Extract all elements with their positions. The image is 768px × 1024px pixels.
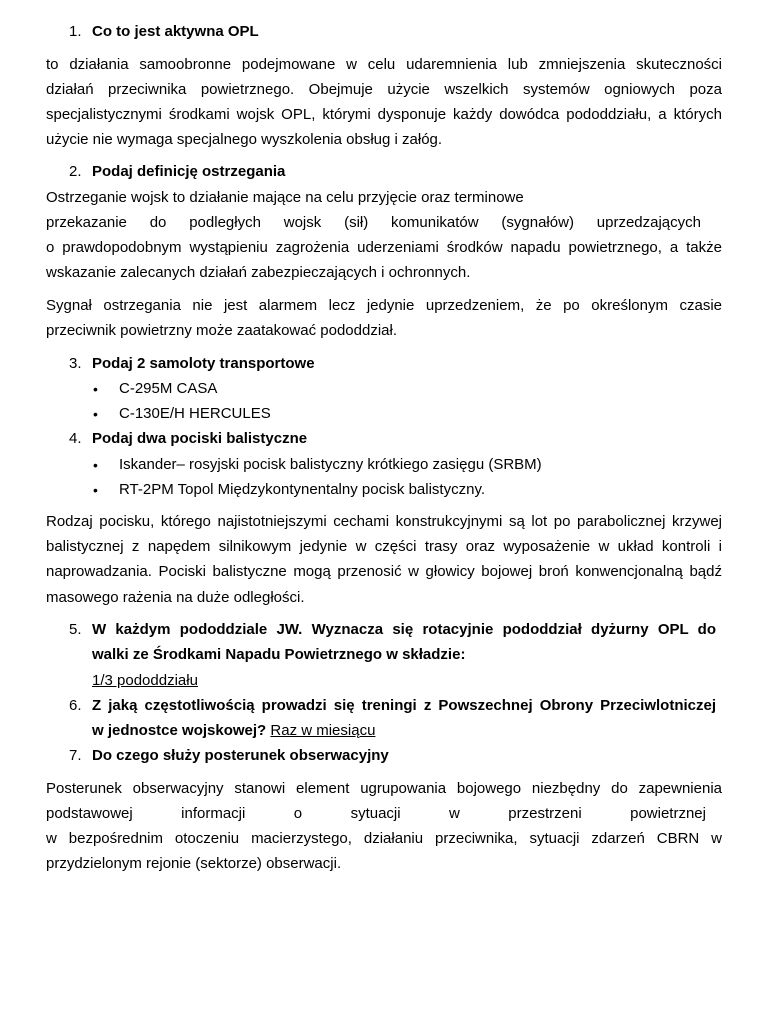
q1-heading: Co to jest aktywna OPL [92, 23, 259, 40]
q2-heading: Podaj definicję ostrzegania [92, 163, 286, 180]
bullet-icon: • [93, 406, 98, 422]
q4-line-3: naprowadzania. Pociski balistyczne mogą przenosić w głowicy bojowej broń konwencjonalną bądź [46, 563, 722, 580]
q4-item-1: Iskander– rosyjski pocisk balistyczny krótkiego zasięgu (SRBM) [119, 456, 542, 473]
q6-heading-line-1: Z jaką częstotliwością prowadzi się treningi z Powszechnej Obrony Przeciwlotniczej [92, 697, 716, 714]
q6-number: 6. [69, 697, 82, 714]
q5-answer: 1/3 pododdziału [92, 672, 198, 689]
q7-line-4: przydzielonym rejonie (sektorze) obserwacji. [46, 855, 342, 872]
q3-number: 3. [69, 355, 82, 372]
q4-heading: Podaj dwa pociski balistyczne [92, 430, 308, 447]
q3-item-1: C-295M CASA [119, 380, 218, 397]
q2-number: 2. [69, 163, 82, 180]
q2-paragraph-2-line-2: przeciwnik powietrzny może zaatakować pododdział. [46, 322, 398, 339]
q7-line-3: w bezpośrednim otoczeniu macierzystego, działaniu przeciwnika, sytuacji zdarzeń CBRN w [46, 830, 722, 847]
q4-item-2: RT-2PM Topol Międzykontynentalny pocisk balistyczny. [119, 481, 485, 498]
q2-paragraph-2-line-1: Sygnał ostrzegania nie jest alarmem lecz jedynie uprzedzeniem, że po określonym czasie [46, 297, 722, 314]
bullet-icon: • [93, 482, 98, 498]
q2-line-1: Ostrzeganie wojsk to działanie mające na celu przyjęcie oraz terminowe [46, 189, 524, 206]
q4-line-2: balistycznej z napędem silnikowym jedynie w części trasy oraz wyposażenie w układ kontroli i [46, 538, 722, 555]
q7-number: 7. [69, 747, 82, 764]
q4-line-1: Rodzaj pocisku, którego najistotniejszymi cechami konstrukcyjnymi są lot po parabolicznej krzywej [46, 513, 722, 530]
q5-number: 5. [69, 621, 82, 638]
q2-line-3: o prawdopodobnym wystąpieniu zagrożenia uderzeniami środków napadu powietrznego, a także [46, 239, 722, 256]
q4-number: 4. [69, 430, 82, 447]
q6-heading-line-2-row [92, 721, 375, 741]
bullet-icon: • [93, 381, 98, 397]
q1-line-4: użycie nie wymaga specjalnego wyszkolenia obsług i załóg. [46, 131, 443, 148]
q1-line-3: specjalistycznymi środkami wojsk OPL, którymi dysponuje każdy dowódca pododdziału, a których [46, 106, 722, 123]
q6-heading-line-2: w jednostce wojskowej? [92, 722, 267, 739]
q6-answer: Raz w miesiącu [270, 722, 376, 739]
q5-heading-line-1: W każdym pododdziale JW. Wyznacza się rotacyjnie pododdział dyżurny OPL do [92, 621, 716, 638]
q7-line-2: podstawowej informacji o sytuacji w przestrzeni powietrznej [46, 805, 706, 822]
q2-line-2: przekazanie do podległych wojsk (sił) komunikatów (sygnałów) uprzedzających [46, 214, 701, 231]
q1-line-1: to działania samoobronne podejmowane w celu udaremnienia lub zmniejszenia skuteczności [46, 56, 722, 73]
q7-heading: Do czego służy posterunek obserwacyjny [92, 747, 389, 764]
q2-line-4: wskazanie zalecanych działań zabezpieczających i ochronnych. [46, 264, 471, 281]
q1-number: 1. [69, 23, 82, 40]
q3-heading: Podaj 2 samoloty transportowe [92, 355, 315, 372]
bullet-icon: • [93, 457, 98, 473]
q5-heading-line-2: walki ze Środkami Napadu Powietrznego w składzie: [92, 646, 466, 663]
q4-line-4: masowego rażenia na duże odległości. [46, 589, 305, 606]
q1-line-2: działań przeciwnika powietrznego. Obejmuje użycie wszelkich systemów ogniowych poza [46, 81, 722, 98]
q7-line-1: Posterunek obserwacyjny stanowi element ugrupowania bojowego niezbędny do zapewnienia [46, 780, 722, 797]
q3-item-2: C-130E/H HERCULES [119, 405, 271, 422]
